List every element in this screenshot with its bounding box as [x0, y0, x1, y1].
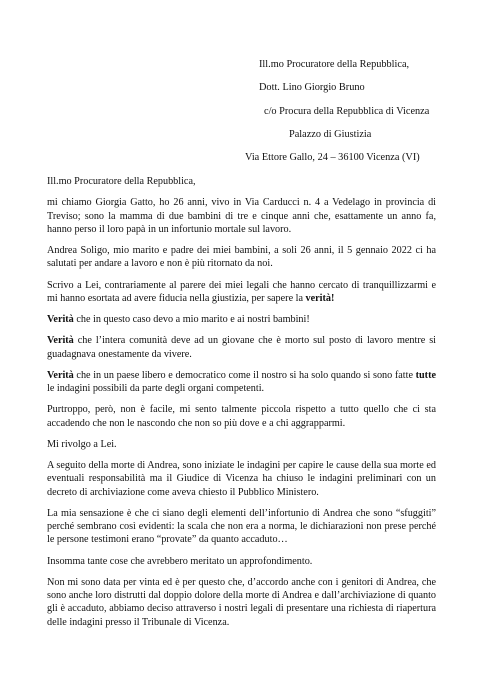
paragraph-intro: mi chiamo Giorgia Gatto, ho 26 anni, vivo in Via Carducci n. 4 a Vedelago in provincia di Treviso; sono la mamma di due bambini di tre e cinque anni che, esattamente un anno fa, hanno perso il loro papà in un infortunio mortale sul lavoro.: [47, 197, 436, 235]
paragraph-sensazione: La mia sensazione è che ci siano degli elementi dell’infortunio di Andrea che sono “sfuggiti” perché sembrano così evidenti: la scala che non era a norma, le dichiarazioni non prese perché le persone testimoni erano “provate” da quanto accaduto…: [47, 507, 436, 546]
paragraph-text: Scrivo a Lei, contrariamente al parere dei miei legali che hanno cercato di tranquillizzarmi e mi hanno esortata ad avere fiducia nella giustizia, per sapere la: [47, 279, 436, 304]
paragraph-text: le indagini possibili da parte degli organi competenti.: [47, 383, 265, 394]
paragraph-text: che in un paese libero e democratico come il nostro si ha solo quando si sono fatte: [73, 369, 416, 381]
bold-word: Verità: [47, 369, 74, 381]
paragraph-insomma: Insomma tante cose che avrebbero meritato un approfondimento.: [47, 555, 313, 567]
paragraph-text: che in questo caso devo a mio marito e ai nostri bambini!: [73, 314, 310, 325]
paragraph-andrea: Andrea Soligo, mio marito e padre dei miei bambini, a soli 26 anni, il 5 gennaio 2022 ci ha salutati per andare a lavoro e non è più ritornato da noi.: [47, 245, 436, 270]
recipient-line-title: Ill.mo Procuratore della Repubblica,: [259, 59, 410, 70]
paragraph-verita-3: [47, 369, 436, 396]
paragraph-purtroppo: Purtroppo, però, non è facile, mi sento talmente piccola rispetto a tutto quello che ci sta accadendo che non le nascondo che non so più dove e a chi aggrapparmi.: [47, 404, 436, 429]
paragraph-text: che l’intera comunità deve ad un giovane che è morto sul posto di lavoro mentre si guadagnava onestamente da vivere.: [47, 335, 436, 360]
bold-word: tutte: [415, 369, 436, 381]
paragraph-mi-rivolgo: Mi rivolgo a Lei.: [47, 438, 117, 450]
recipient-line-building: Palazzo di Giustizia: [289, 129, 372, 140]
letter-body: [47, 175, 436, 637]
bold-word: verità!: [305, 292, 335, 304]
recipient-line-street: Via Ettore Gallo, 24 – 36100 Vicenza (VI): [245, 152, 420, 163]
paragraph-riapertura: Non mi sono data per vinta ed è per questo che, d’accordo anche con i genitori di Andrea, che sono anche loro distrutti dal doppio dolore della morte di Andrea e dall’archiviazione di quanto gli è accaduto, abbiamo deciso attraverso i nostri legali di presentare una richiesta di riapertura delle indagini presso il Tribunale di Vicenza.: [47, 576, 436, 628]
paragraph-verita-2: [47, 334, 436, 361]
paragraph-verita-request: [47, 279, 436, 306]
salutation: Ill.mo Procuratore della Repubblica,: [47, 176, 196, 187]
recipient-line-office: c/o Procura della Repubblica di Vicenza: [264, 106, 430, 117]
paragraph-verita-1: [47, 313, 436, 326]
paragraph-indagini: A seguito della morte di Andrea, sono iniziate le indagini per capire le cause della sua morte ed eventuali responsabilità ma il Giudice di Vicenza ha chiuso le indagini preliminari con un decreto di archiviazione come aveva chiesto il Pubblico Ministero.: [47, 460, 436, 498]
bold-word: Verità: [47, 335, 74, 347]
recipient-line-name: Dott. Lino Giorgio Bruno: [259, 82, 365, 93]
bold-word: Verità: [47, 314, 74, 325]
